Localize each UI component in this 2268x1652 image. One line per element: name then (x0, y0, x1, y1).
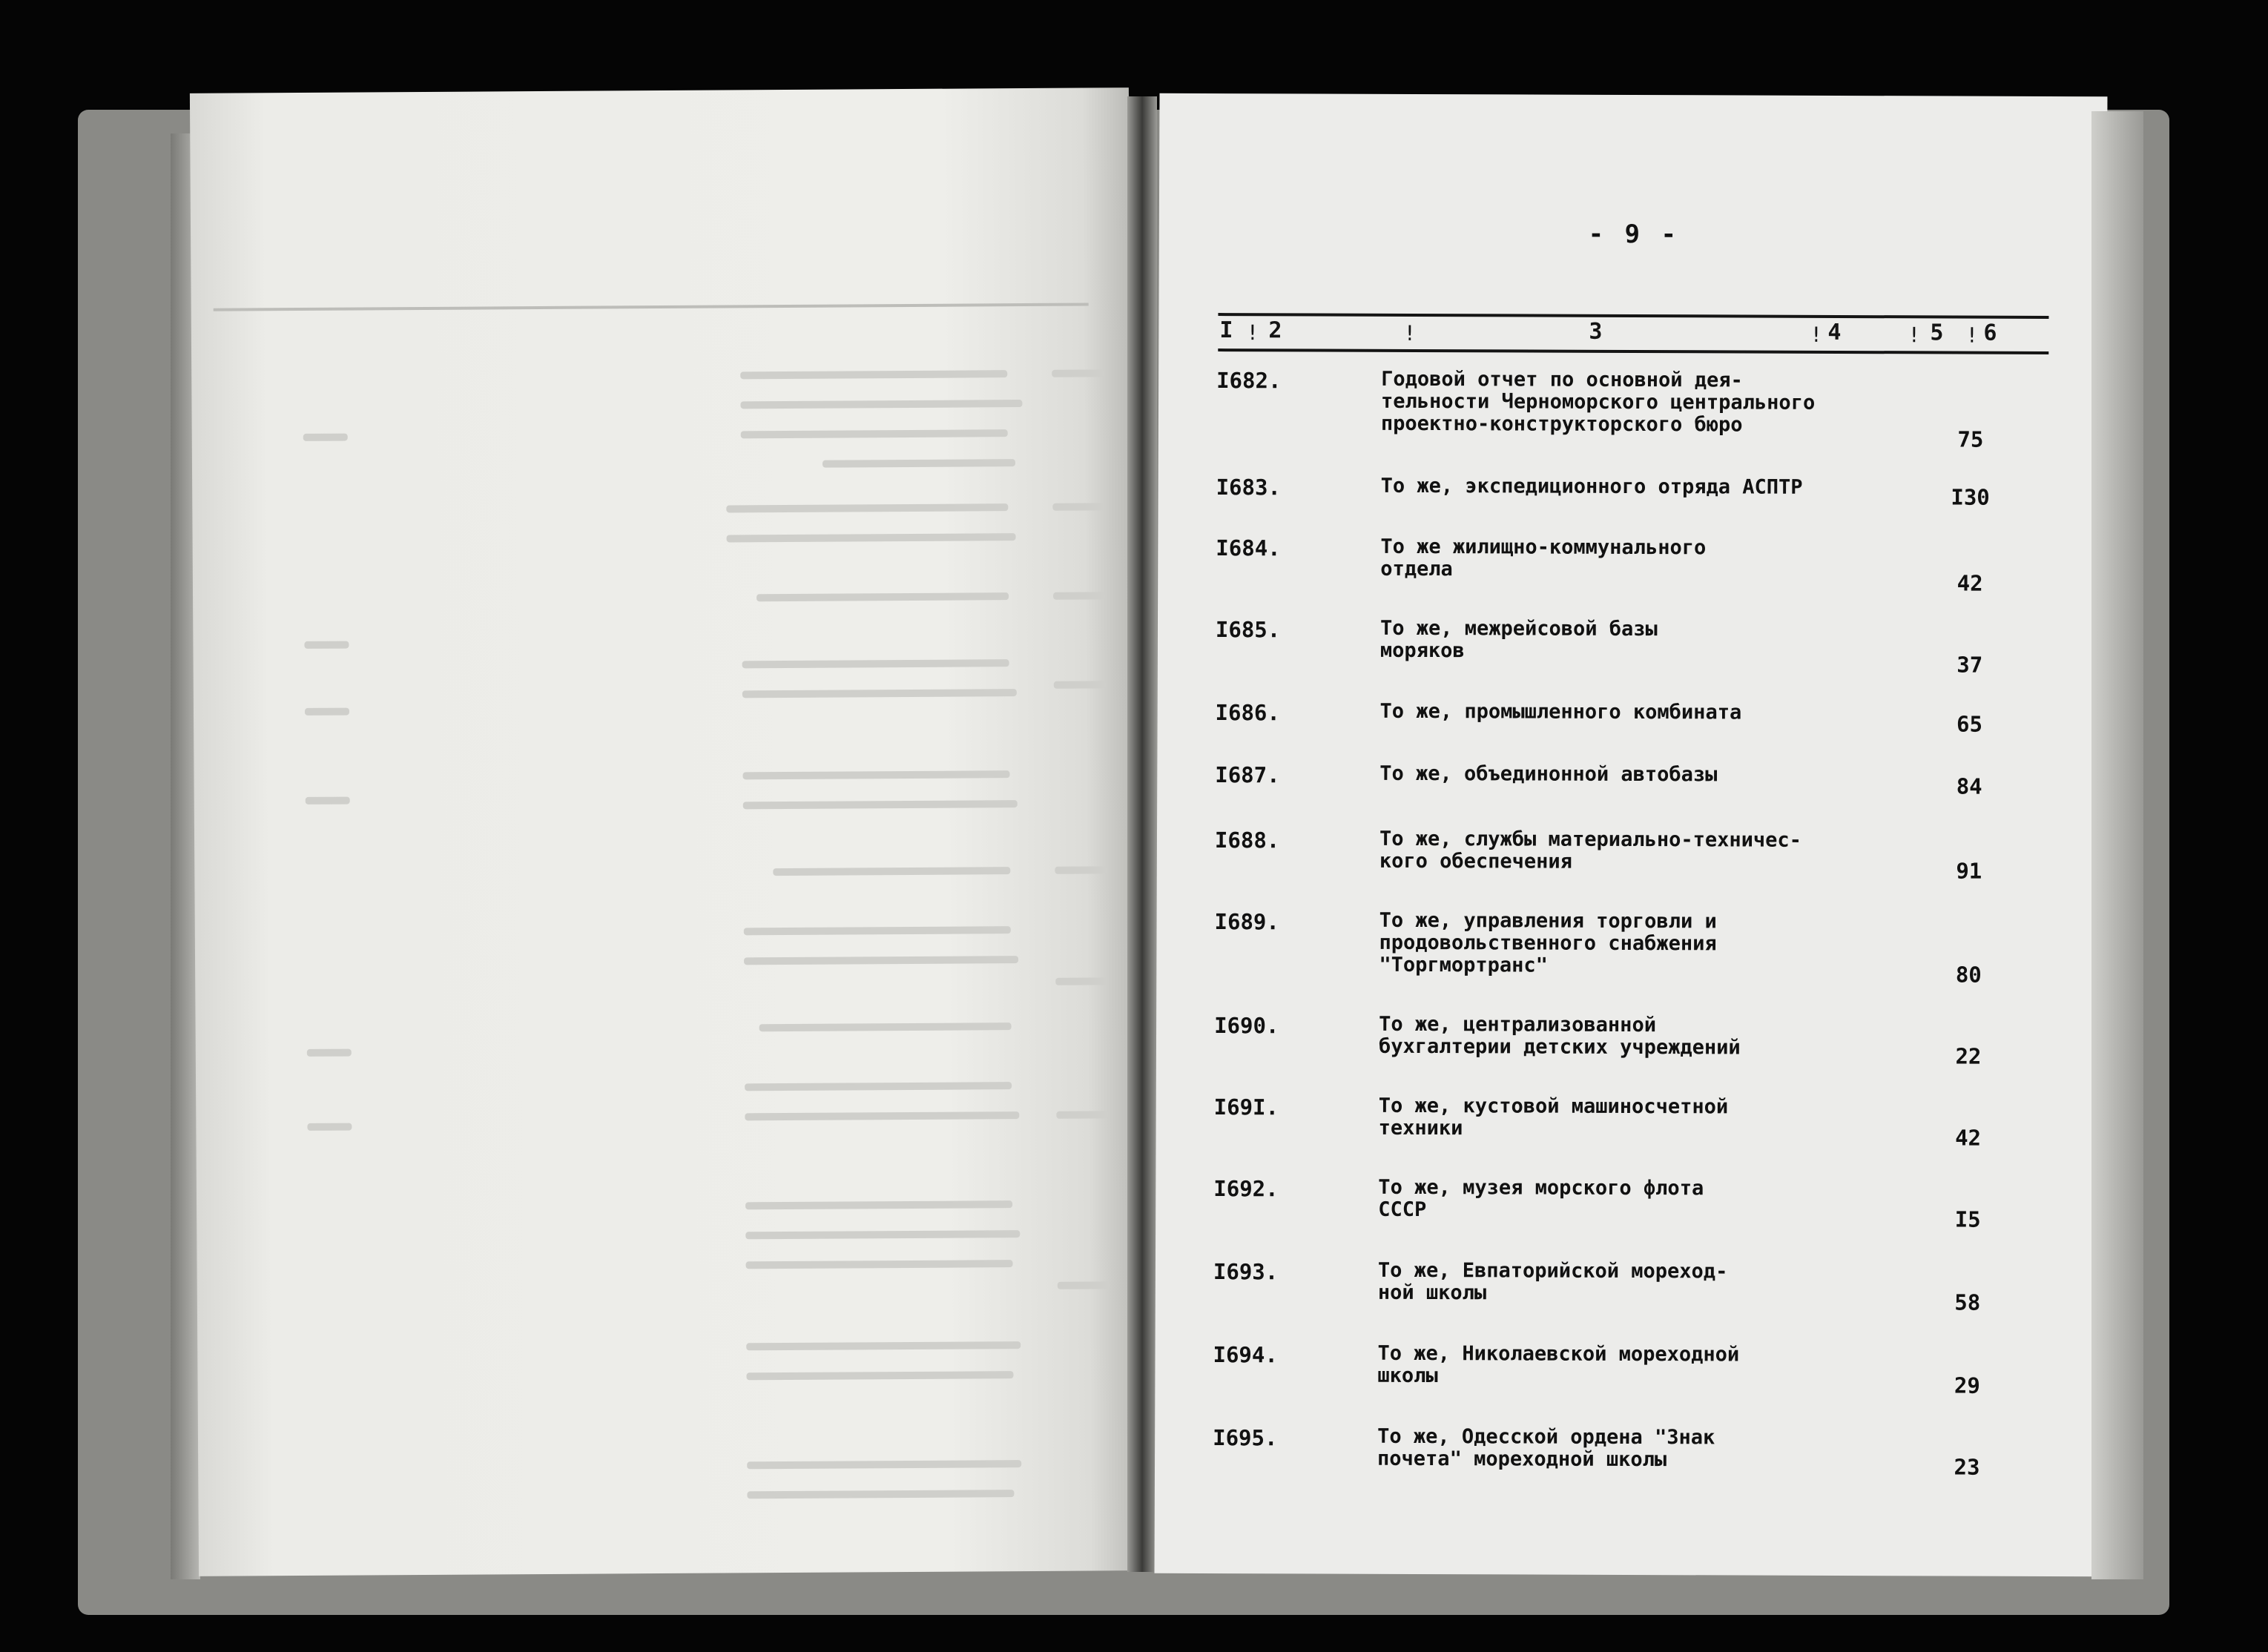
row-description: То же, Одесской ордена "Знак почета" мореходной школы (1377, 1424, 1715, 1472)
row-number: I690. (1214, 1013, 1279, 1039)
table-row (1156, 1012, 2104, 1069)
column-header-4: 4 (1827, 319, 1842, 346)
column-separator: ! (1965, 323, 1979, 348)
table-row (1157, 761, 2105, 799)
row-number: I684. (1216, 535, 1281, 561)
table-row (1156, 1258, 2103, 1315)
row-number: I688. (1214, 827, 1280, 853)
row-description: То же, Евпаторийской мореход- ной школы (1377, 1258, 1728, 1305)
row-sheets: 37 (1957, 652, 1983, 678)
column-header-6: 6 (1983, 320, 1997, 346)
row-sheets: 75 (1957, 426, 1984, 452)
row-sheets: 22 (1955, 1043, 1982, 1069)
column-separator: ! (1246, 320, 1259, 346)
book-gutter (1127, 96, 1157, 1572)
row-sheets: 65 (1956, 711, 1983, 737)
row-description: То же, кустовой машиносчетной техники (1378, 1094, 1729, 1140)
row-number: I694. (1213, 1342, 1278, 1368)
row-description: То же, межрейсовой базы моряков (1379, 616, 1658, 663)
column-header-5: 5 (1930, 320, 1944, 346)
table-row (1156, 1341, 2103, 1398)
row-sheets: 42 (1957, 570, 1983, 596)
row-number: I69I. (1213, 1094, 1279, 1120)
table-row (1157, 908, 2105, 988)
row-sheets: I5 (1954, 1206, 1981, 1232)
table-row (1158, 616, 2106, 678)
row-sheets: 58 (1954, 1289, 1981, 1315)
row-description: То же, музея морского флота СССР (1378, 1175, 1704, 1222)
row-number: I685. (1215, 617, 1281, 643)
row-description: То же, Николаевской мореходной школы (1377, 1341, 1740, 1388)
row-number: I689. (1214, 909, 1279, 935)
row-description: То же, управления торговли и продовольственного снабжения "Торгмортранс" (1379, 908, 1717, 977)
row-description: Годовой отчет по основной дея- тельности Черноморского центрального проектно-конструкторского бюро (1380, 367, 1816, 437)
row-number: I692. (1213, 1176, 1279, 1202)
row-sheets: 42 (1955, 1125, 1982, 1151)
column-header-1: I (1219, 317, 1233, 344)
row-description: То же, службы материально-техничес- кого обеспечения (1379, 827, 1801, 873)
table-row (1158, 474, 2106, 510)
column-separator: ! (1908, 323, 1921, 348)
row-number: I695. (1213, 1425, 1278, 1451)
table-row (1157, 827, 2105, 884)
left-page-bleedthrough (190, 87, 1138, 1576)
table-row (1156, 1094, 2104, 1151)
table-row (1158, 535, 2106, 596)
column-separator: ! (1810, 322, 1823, 347)
table-row (1158, 367, 2106, 452)
row-number: I687. (1215, 762, 1280, 788)
table-row (1158, 699, 2106, 737)
row-sheets: 23 (1954, 1454, 1980, 1480)
column-header-2: 2 (1268, 317, 1282, 344)
row-sheets: 29 (1954, 1372, 1980, 1398)
row-number: I686. (1215, 700, 1280, 726)
row-description: То же, промышленного комбината (1379, 699, 1742, 724)
row-sheets: I30 (1951, 484, 1990, 510)
row-sheets: 91 (1956, 858, 1982, 884)
row-number: I682. (1216, 368, 1282, 394)
table-row (1156, 1175, 2103, 1232)
table-top-rule (1218, 313, 2048, 319)
row-description: То же жилищно-коммунального отдела (1380, 535, 1707, 581)
row-sheets: 84 (1956, 773, 1982, 799)
row-number: I693. (1213, 1259, 1279, 1285)
right-page-stack-edge (2091, 111, 2143, 1579)
column-header-3: 3 (1589, 318, 1603, 345)
faint-reversed-text (190, 87, 1138, 1576)
column-separator: ! (1403, 320, 1417, 346)
right-page (1155, 93, 2108, 1576)
row-sheets: 80 (1955, 962, 1982, 988)
page-number: - 9 - (1588, 219, 1680, 250)
row-description: То же, централизованной бухгалтерии детских учреждений (1378, 1012, 1741, 1060)
table-header-rule (1218, 348, 2048, 354)
row-description: То же, экспедиционного отряда АСПТР (1380, 474, 1803, 499)
row-description: То же, объединонной автобазы (1379, 761, 1718, 787)
row-number: I683. (1216, 475, 1282, 500)
table-row (1155, 1424, 2103, 1480)
